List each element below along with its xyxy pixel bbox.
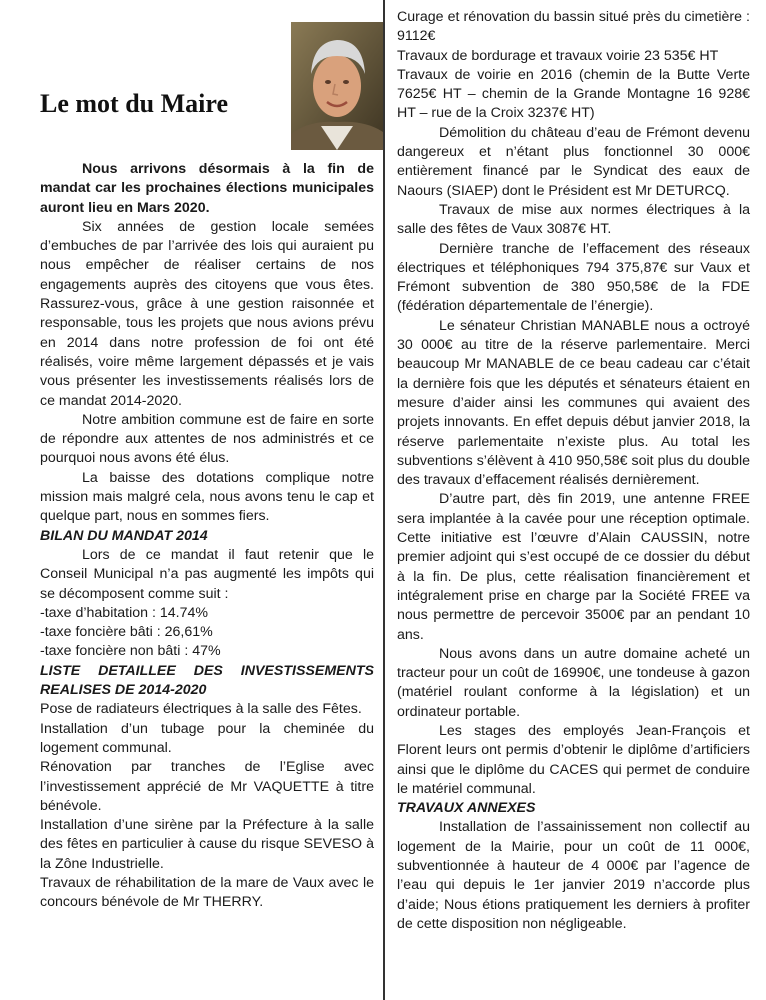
mayor-portrait <box>291 22 383 150</box>
paragraph: Le sénateur Christian MANABLE nous a octroyé 30 000€ au titre de la réserve parlementaire. Merci beaucoup Mr MANABLE de ce beau cadeau car c’était la dernière fois que les députés et sénateurs étaient en mesure d’aider ainsi les communes qui avaient des projets innovants. En effet depuis début janvier 2018, la réserve parlementaite n’existe plus. Au total les subventions s’élèvent à 410 950,58€ soit plus du double des travaux d’effacement réalisés dernièrement. <box>397 317 750 489</box>
investment-item: Curage et rénovation du bassin situé près du cimetière : 9112€ <box>397 9 750 45</box>
paragraph: Installation de l’assainissement non collectif au logement de la Mairie, pour un coût de 11 000€, subventionnée à hauteur de 4 000€ par l’agence de l’eau qui depuis le 1er janvier 2019 n’accorde plus d’aide; Nous étions pratiquement les derniers à profiter de cette disposition non négligeable. <box>397 819 750 932</box>
section-heading-travaux: TRAVAUX ANNEXES <box>397 800 536 817</box>
tax-line: -taxe foncière non bâti : 47% <box>40 643 221 660</box>
investment-item: Installation d’un tubage pour la cheminée du logement communal. <box>40 720 374 756</box>
investment-item: Travaux de voirie en 2016 (chemin de la Butte Verte 7625€ HT – chemin de la Grande Montagne 16 928€ HT – rue de la Croix 3237€ HT) <box>397 66 750 122</box>
paragraph: Démolition du château d’eau de Frémont devenu dangereux et n’étant plus fonctionnel 30 000€ entièrement financé par le Syndicat des eaux de Naours (SIAEP) dont le Président est Mr DETURCQ. <box>397 124 750 199</box>
tax-line: -taxe foncière bâti : 26,61% <box>40 624 213 641</box>
section-heading-liste: LISTE DETAILLEE DES INVESTISSEMENTS REALISES DE 2014-2020 <box>40 662 374 699</box>
paragraph: D’autre part, dès fin 2019, une antenne FREE sera implantée à la cavée pour une réception optimale. Cette initiative est l’œuvre d’Alain CAUSSIN, notre premier adjoint qui s’est occupé de ce dossier du début à la fin. De plus, cette réalisation financièrement et intégralement prise en charge par la Société FREE va nous permettre de percevoir 3500€ par an pendant 10 ans. <box>397 491 750 643</box>
investment-item: Installation d’une sirène par la Préfecture à la salle des fêtes en particulier à cause du risque SEVESO à la Zône Industrielle. <box>40 817 374 872</box>
paragraph: Six années de gestion locale semées d’embuches de par l’arrivée des lois qui auraient pu nous empêcher de réaliser certains de nos engagements auprès des citoyens que vous êtes. Rassurez-vous, grâce à une gestion raisonnée et responsable, tous les projets que nous avions prévu en 2014 dans notre profession de foi ont été réalisés, voire même largement dépassés et je vais vous présenter les investissements réalisés lors de ce mandat 2014-2020. <box>40 218 374 409</box>
tax-line: -taxe d’habitation : 14.74% <box>40 604 208 621</box>
investment-item: Rénovation par tranches de l’Eglise avec l’investissement apprécié de Mr VAQUETTE à titre bénévole. <box>40 759 374 814</box>
paragraph: Nous avons dans un autre domaine acheté un tracteur pour un coût de 16990€, une tondeuse à gazon (matériel roulant conforme à la législation) et un ordinateur portable. <box>397 645 750 720</box>
column-divider <box>383 0 385 1000</box>
paragraph: Travaux de mise aux normes électriques à la salle des fêtes de Vaux 3087€ HT. <box>397 201 750 238</box>
investment-item: Travaux de réhabilitation de la mare de Vaux avec le concours bénévole de Mr THERRY. <box>40 874 374 911</box>
left-column <box>40 160 374 913</box>
paragraph: La baisse des dotations complique notre mission mais malgré cela, nous avons tenu le cap et quelque part, nous en sommes fiers. <box>40 469 374 525</box>
paragraph: Les stages des employés Jean-François et Florent leurs ont permis d’obtenir le diplôme d’artificiers ainsi que le diplôme du CACES qui permet de conduire le matériel communal. <box>397 722 750 797</box>
investment-item: Pose de radiateurs électriques à la salle des Fêtes. <box>40 701 362 718</box>
intro-paragraph: Nous arrivons désormais à la fin de mandat car les prochaines élections municipales auront lieu en Mars 2020. <box>40 161 374 216</box>
paragraph: Dernière tranche de l’effacement des réseaux électriques et téléphoniques 794 375,87€ sur Vaux et Frémont subvention de 380 950,58€ de la FDE (fédération départementale de l’énergie). <box>397 240 750 315</box>
paragraph: Notre ambition commune est de faire en sorte de répondre aux attentes de nos administrés et ce pourquoi nous avons été élus. <box>40 411 374 467</box>
page-title: Le mot du Maire <box>40 89 228 118</box>
paragraph: Lors de ce mandat il faut retenir que le Conseil Municipal n’a pas augmenté les impôts qui se décomposent comme suit : <box>40 546 374 602</box>
right-column <box>397 8 750 934</box>
investment-item: Travaux de bordurage et travaux voirie 23 535€ HT <box>397 47 719 64</box>
section-heading-bilan: BILAN DU MANDAT 2014 <box>40 527 208 544</box>
